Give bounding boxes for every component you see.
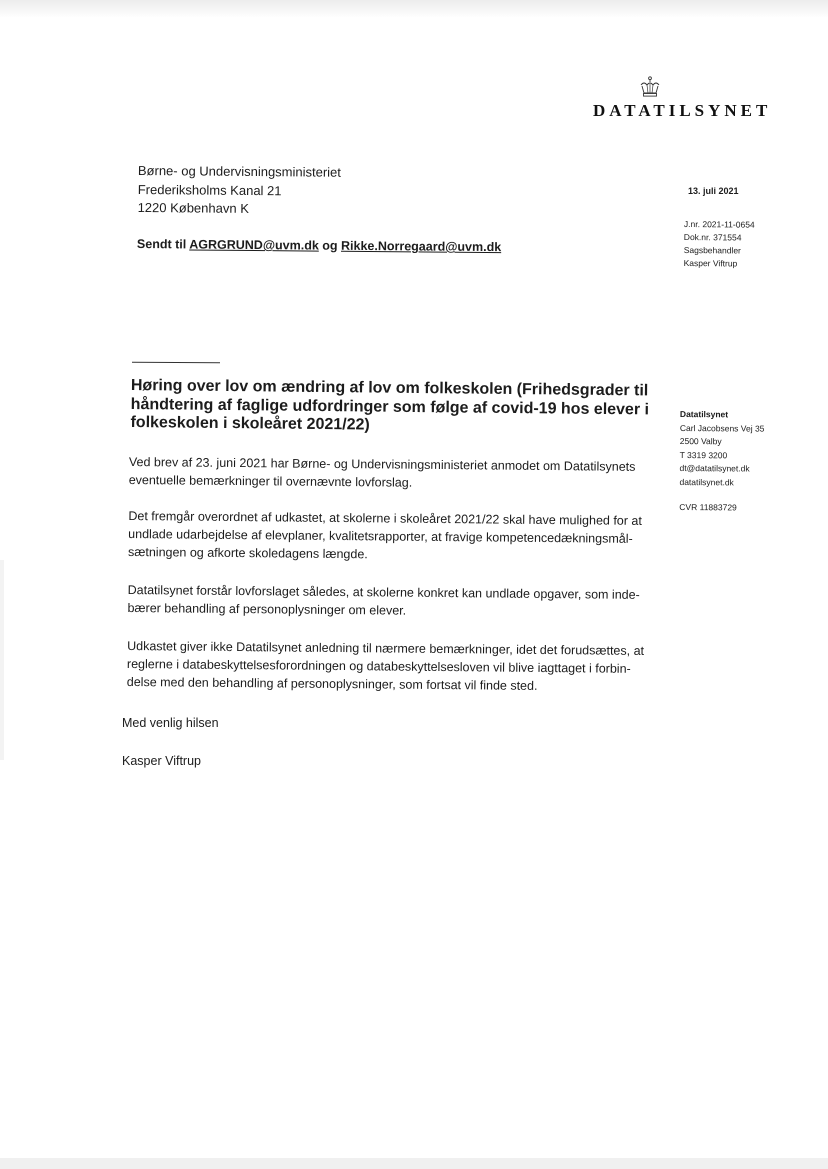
closing-greeting: Med venlig hilsen [122, 716, 219, 730]
sent-to-prefix: Sendt til [136, 237, 190, 252]
sender-street: Carl Jacobsens Vej 35 [679, 422, 765, 434]
letter-heading: Høring over lov om ændring af lov om folkeskolen (Frihedsgrader til håndtering af faglige udfordringer som følge af covid-19 hos elever i folkeskolen i skoleåret 2021/22) [130, 377, 650, 434]
sent-to-line [137, 237, 501, 254]
letter-body [127, 453, 657, 714]
email-link-rikke[interactable]: Rikke.Norregaard@uvm.dk [340, 238, 502, 255]
body-paragraph: Udkastet giver ikke Datatilsynet anledning til nærmere bemærkninger, idet det forudsættes, at reglerne i databeskyttelsesforordningen og databeskyttelsesloven vil blive iagttaget i forbin-delse med den behandling af personoplysninger, som fortsat vil finde sted. [126, 638, 645, 693]
scan-edge-left [0, 560, 4, 760]
recipient-address [138, 162, 378, 220]
heading-rule [132, 362, 220, 364]
case-metadata [684, 218, 755, 271]
case-handler-name: Kasper Viftrup [683, 257, 738, 269]
sender-address [679, 408, 764, 515]
sender-cvr: CVR 11883729 [679, 501, 737, 513]
body-paragraph: Datatilsynet forstår lovforslaget således, at skolerne konkret kan undlade opgaver, som inde-bærer behandling af personoplysninger om elever. [127, 582, 640, 618]
sender-city: 2500 Valby [679, 435, 722, 447]
recipient-line: Børne- og Undervisningsministeriet [137, 162, 342, 180]
logo-wordmark: DATATILSYNET [593, 101, 772, 120]
body-paragraph: Ved brev af 23. juni 2021 har Børne- og Undervisningsministeriet anmodet om Datatilsynets eventuelle bemærkninger til overnævnte lovforslag. [128, 454, 636, 490]
email-link-agrgrund[interactable]: AGRGRUND@uvm.dk [189, 237, 319, 253]
scan-edge-top [0, 0, 828, 18]
sender-name: Datatilsynet [679, 408, 729, 420]
sent-to-joiner: og [318, 238, 342, 253]
sender-phone: T 3319 3200 [679, 449, 728, 460]
case-handler-label: Sagsbehandler [683, 244, 741, 256]
scan-edge-bottom [0, 1158, 828, 1169]
body-paragraph: Det fremgår overordnet af udkastet, at skolerne i skoleåret 2021/22 skal have mulighed for at undlade udarbejdelse af elevplaner, kvalitetsrapporter, at fravige kompetencedækningsmål-sætningen og afkorte skoledagens længde. [127, 508, 642, 562]
journal-number: J.nr. 2021-11-0654 [683, 218, 755, 230]
closing-signature: Kasper Viftrup [122, 754, 201, 768]
sender-website[interactable]: datatilsynet.dk [679, 476, 734, 487]
letter-closing [122, 714, 219, 770]
recipient-line: Frederiksholms Kanal 21 [137, 181, 282, 198]
recipient-line: 1220 København K [137, 199, 249, 216]
sender-email[interactable]: dt@datatilsynet.dk [679, 462, 750, 474]
letter-date: 13. juli 2021 [688, 186, 739, 196]
crown-icon [638, 76, 662, 98]
document-number: Dok.nr. 371554 [683, 231, 742, 243]
